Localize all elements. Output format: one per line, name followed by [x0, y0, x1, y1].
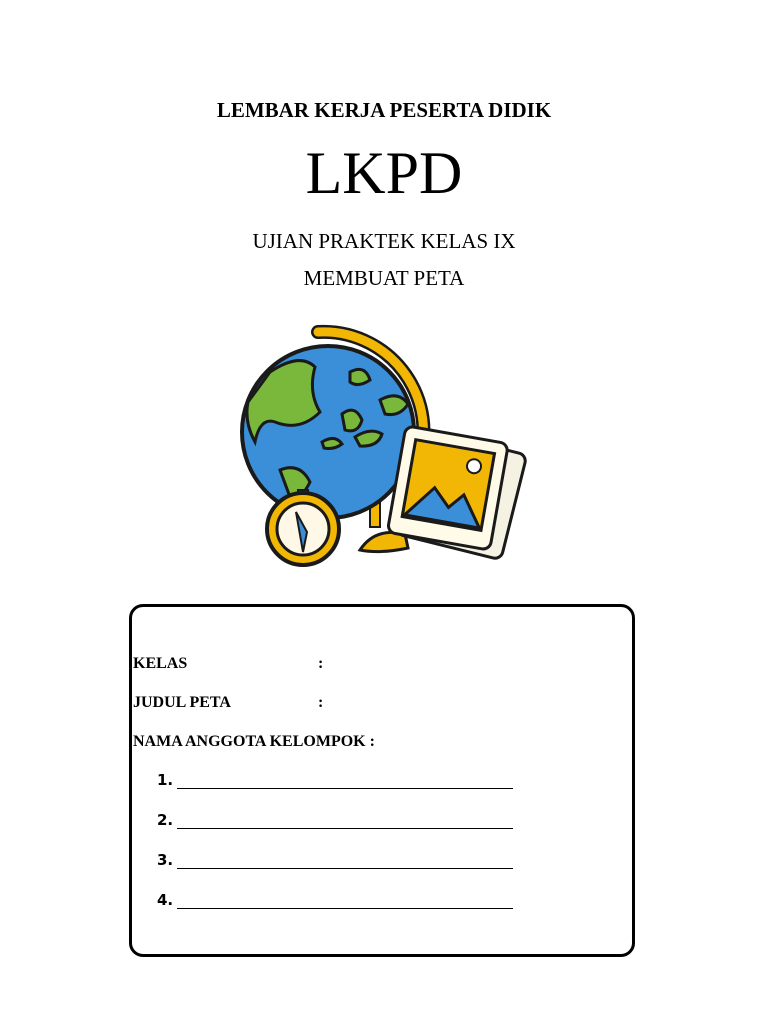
member-number: 1.	[157, 771, 174, 789]
blank-line	[177, 868, 513, 869]
kelas-label: KELAS	[133, 655, 188, 672]
blank-line	[177, 828, 513, 829]
blank-line	[177, 908, 513, 909]
member-number: 2.	[157, 811, 174, 829]
blank-line	[177, 788, 513, 789]
member-line-4[interactable]	[157, 891, 513, 909]
member-line-1[interactable]	[157, 771, 513, 789]
judul-peta-colon: :	[318, 694, 324, 711]
anggota-label: NAMA ANGGOTA KELOMPOK :	[133, 733, 375, 750]
member-number: 3.	[157, 851, 174, 869]
document-title: LEMBAR KERJA PESERTA DIDIK	[216, 98, 552, 122]
judul-peta-label: JUDUL PETA	[133, 694, 231, 711]
geography-illustration	[230, 322, 540, 572]
photo-frame-icon	[387, 426, 527, 560]
member-number: 4.	[157, 891, 174, 909]
document-subtitle-task: MEMBUAT PETA	[303, 266, 465, 290]
document-subtitle-exam: UJIAN PRAKTEK KELAS IX	[252, 229, 516, 253]
kelas-colon: :	[318, 655, 324, 672]
document-acronym: LKPD	[305, 140, 463, 206]
member-line-3[interactable]	[157, 851, 513, 869]
compass-icon	[267, 490, 339, 565]
member-line-2[interactable]	[157, 811, 513, 829]
